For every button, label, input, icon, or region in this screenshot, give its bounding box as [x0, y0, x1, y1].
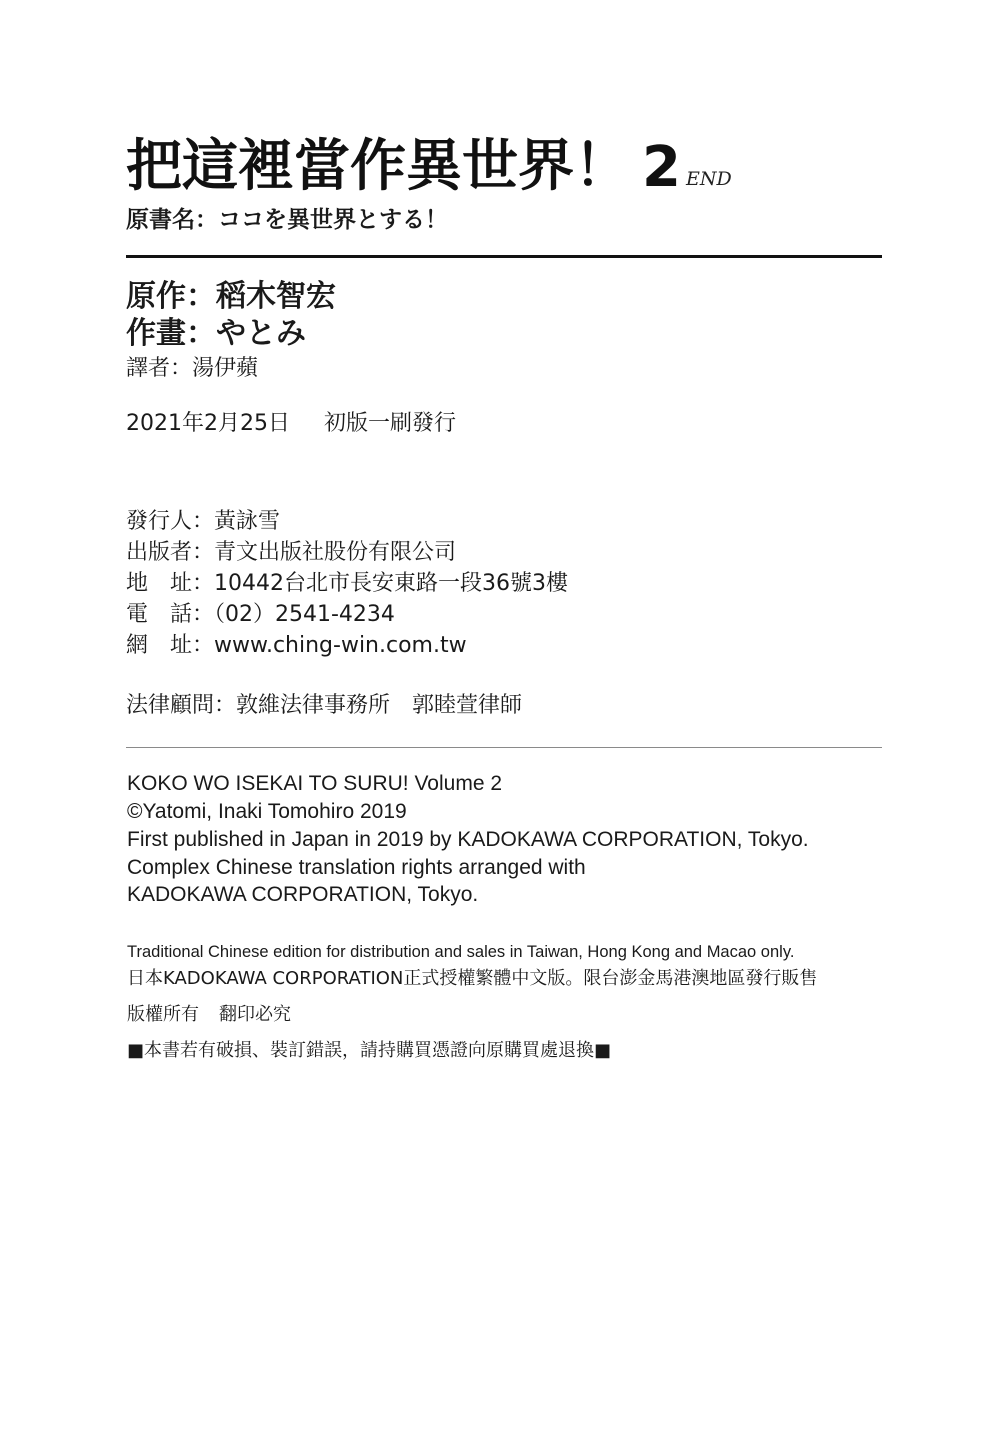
english-notice-line: First published in Japan in 2019 by KADOKAWA CORPORATION, Tokyo. [127, 828, 809, 851]
english-notice-line: KADOKAWA CORPORATION, Tokyo. [127, 883, 479, 906]
artist-credit: 作畫：やとみ [126, 316, 306, 351]
english-notice-line: Complex Chinese translation rights arranged with [127, 856, 586, 879]
rights-line [127, 1002, 291, 1028]
original-title: 原書名：ココを異世界とする！ [126, 207, 448, 233]
edition-date: 2021年2月25日 [126, 411, 290, 436]
distribution-notice: Traditional Chinese edition for distribution and sales in Taiwan, Hong Kong and Macao only. [127, 943, 795, 961]
volume-number: 2 [642, 135, 681, 200]
rights-reserved: 版權所有 [127, 1004, 199, 1025]
english-notice-line: ©Yatomi, Inaki Tomohiro 2019 [127, 800, 407, 823]
publisher-person: 發行人：黃詠雪 [126, 509, 281, 534]
edition-printing: 初版一刷發行 [323, 411, 456, 436]
end-mark: END [686, 168, 732, 190]
damage-notice: ■本書若有破損、裝訂錯誤，請持購買憑證向原購買處退換■ [127, 1040, 612, 1061]
translator-credit: 譯者：湯伊蘋 [126, 356, 259, 381]
license-notice: 日本KADOKAWA CORPORATION正式授權繁體中文版。限台澎金馬港澳地區發行販售 [127, 968, 818, 989]
edition-line [126, 409, 456, 439]
book-title: 把這裡當作異世界！ [126, 134, 630, 199]
publisher-address: 地 址：10442台北市長安東路一段36號3樓 [126, 571, 568, 596]
section-divider [126, 747, 882, 748]
legal-counsel: 法律顧問：敦維法律事務所 郭睦萱律師 [126, 693, 523, 718]
rights-no-copy: 翻印必究 [219, 1004, 291, 1025]
english-notice-line: KOKO WO ISEKAI TO SURU! Volume 2 [127, 772, 503, 795]
publisher-phone: 電 話：（02）2541-4234 [126, 602, 395, 627]
publisher-website: 網 址：www.ching-win.com.tw [126, 633, 467, 658]
title-divider [126, 255, 882, 258]
author-credit: 原作：稻木智宏 [126, 279, 336, 314]
publisher-company: 出版者：青文出版社股份有限公司 [126, 540, 457, 565]
